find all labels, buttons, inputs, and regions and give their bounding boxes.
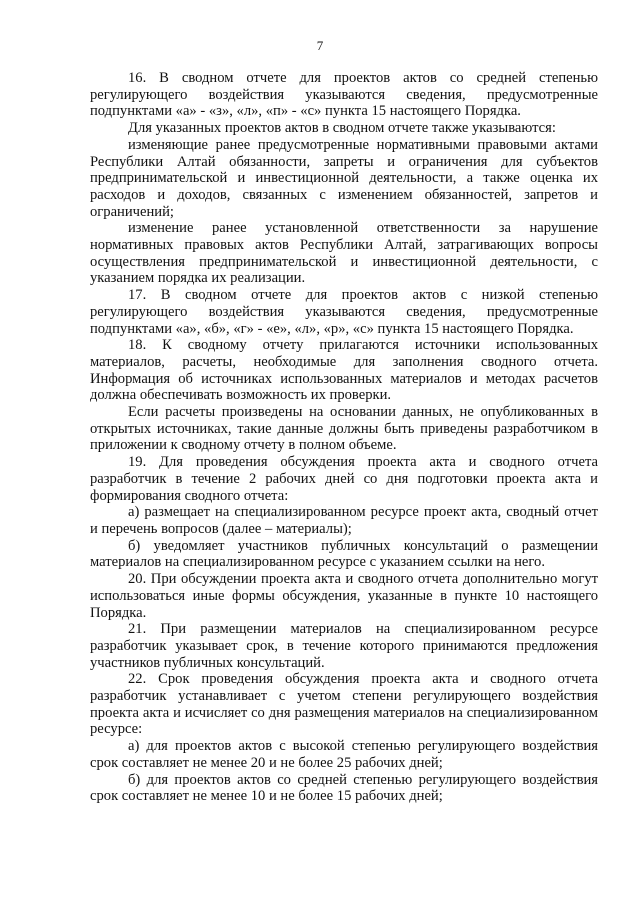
paragraph: 20. При обсуждении проекта акта и сводного отчета дополнительно могут использоваться иные формы обсуждения, указанные в пункте 10 настоящего Порядка. [90,571,598,621]
paragraph: Если расчеты произведены на основании данных, не опубликованных в открытых источниках, такие данные должны быть приведены разработчиком в приложении к сводному отчету в полном объеме. [90,404,598,454]
paragraph: б) уведомляет участников публичных консультаций о размещении материалов на специализированном ресурсе с указанием ссылки на него. [90,537,598,571]
paragraph: 16. В сводном отчете для проектов актов со средней степенью регулирующего воздействия указываются сведения, предусмотренные подпунктами «а» - «з», «л», «п» - «с» пункта 15 настоящего Порядка. [90,70,598,120]
paragraph: изменяющие ранее предусмотренные нормативными правовыми актами Республики Алтай обязанности, запреты и ограничения для субъектов предпринимательской и инвестиционной деятельности, а также оценка их расходов и доходов, связанных с изменением обязанностей, запретов и ограничений; [90,136,598,220]
paragraph: 21. При размещении материалов на специализированном ресурсе разработчик указывает срок, в течение которого принимаются предложения участников публичных консультаций. [90,621,598,671]
paragraph: 22. Срок проведения обсуждения проекта акта и сводного отчета разработчик устанавливает с учетом степени регулирующего воздействия проекта акта и исчисляет со дня размещения материалов на специализированном ресурсе: [90,671,598,738]
paragraph: а) размещает на специализированном ресурсе проект акта, сводный отчет и перечень вопросов (далее – материалы); [90,504,598,537]
paragraph: 17. В сводном отчете для проектов актов с низкой степенью регулирующего воздействия указываются сведения, предусмотренные подпунктами «а», «б», «г» - «е», «л», «р», «с» пункта 15 настоящего Порядка. [90,287,598,337]
paragraph: б) для проектов актов со средней степенью регулирующего воздействия срок составляет не менее 10 и не более 15 рабочих дней; [90,771,598,805]
document-body [90,70,598,805]
paragraph: Для указанных проектов актов в сводном отчете также указываются: [128,120,556,137]
paragraph: 19. Для проведения обсуждения проекта акта и сводного отчета разработчик в течение 2 рабочих дней со дня подготовки проекта акта и формирования сводного отчета: [90,454,598,504]
page-number: 7 [316,38,324,53]
paragraph: а) для проектов актов с высокой степенью регулирующего воздействия срок составляет не менее 20 и не более 25 рабочих дней; [90,738,598,771]
paragraph: 18. К сводному отчету прилагаются источники использованных материалов, расчеты, необходимые для заполнения сводного отчета. Информация об источниках использованных материалов и методах расчетов должна обеспечивать возможность их проверки. [90,337,598,404]
paragraph: изменение ранее установленной ответственности за нарушение нормативных правовых актов Республики Алтай, затрагивающих вопросы осуществления предпринимательской и инвестиционной деятельности, с указанием порядка их реализации. [90,220,598,287]
